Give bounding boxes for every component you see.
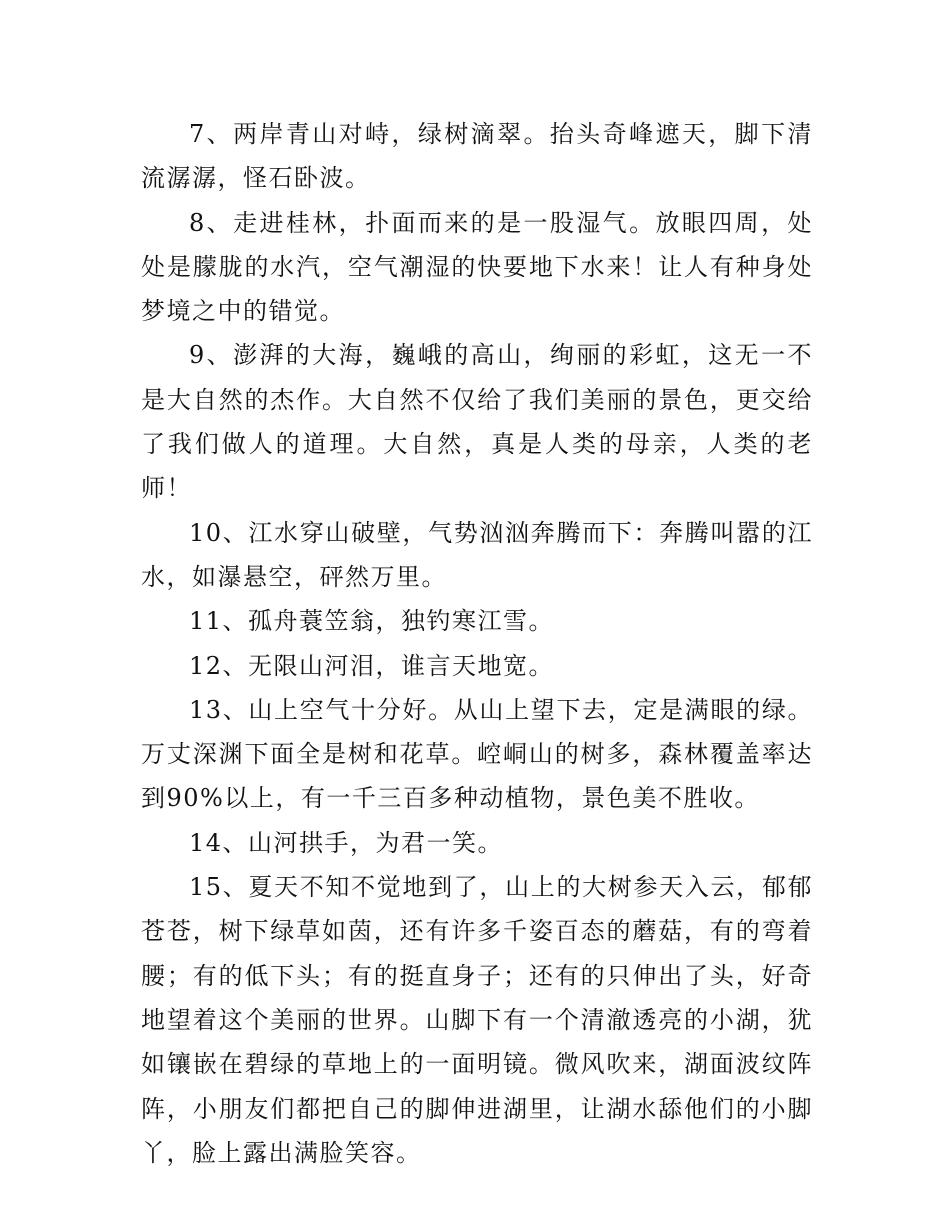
paragraph-11: 11、孤舟蓑笠翁，独钓寒江雪。 [189,607,555,636]
paragraph-14: 14、山河拱手，为君一笑。 [189,828,504,857]
paragraph-13: 13、山上空气十分好。从山上望下去，定是满眼的绿。万丈深渊下面全是树和花草。崆峒山的树多，森林覆盖率达到90%以上，有一千三百多种动植物，景色美不胜收。 [141,695,813,813]
document-body [141,112,813,1175]
paragraph-8: 8、走进桂林，扑面而来的是一股湿气。放眼四周，处处是朦胧的水汽，空气潮湿的快要地下水来！让人有种身处梦境之中的错觉。 [141,208,813,326]
paragraph-12: 12、无限山河泪，谁言天地宽。 [189,651,555,680]
paragraph-15: 15、夏天不知不觉地到了，山上的大树参天入云，郁郁苍苍，树下绿草如茵，还有许多千姿百态的蘑菇，有的弯着腰；有的低下头；有的挺直身子；还有的只伸出了头，好奇地望着这个美丽的世界。山脚下有一个清澈透亮的小湖，犹如镶嵌在碧绿的草地上的一面明镜。微风吹来，湖面波纹阵阵，小朋友们都把自己的脚伸进湖里，让湖水舔他们的小脚丫，脸上露出满脸笑容。 [141,873,813,1167]
paragraph-10: 10、江水穿山破壁，气势汹汹奔腾而下：奔腾叫嚣的江水，如瀑悬空，砰然万里。 [141,518,813,591]
paragraph-9: 9、澎湃的大海，巍峨的高山，绚丽的彩虹，这无一不是大自然的杰作。大自然不仅给了我们美丽的景色，更交给了我们做人的道理。大自然，真是人类的母亲，人类的老师！ [141,341,813,503]
paragraph-7: 7、两岸青山对峙，绿树滴翠。抬头奇峰遮天，脚下清流潺潺，怪石卧波。 [141,120,813,193]
